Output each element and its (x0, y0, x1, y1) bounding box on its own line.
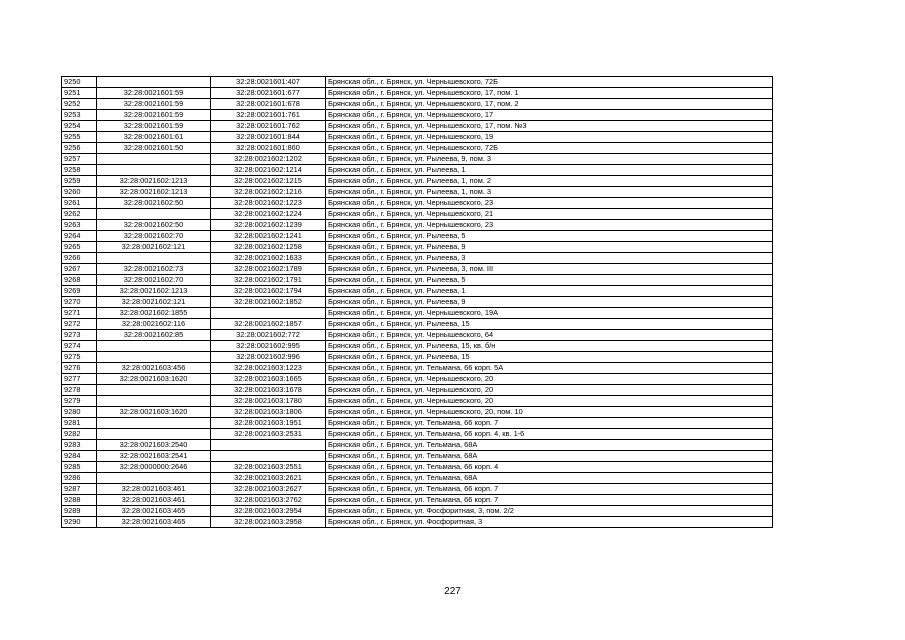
table-row (62, 352, 773, 363)
row-number-cell: 9279 (62, 396, 97, 407)
parent-cadastral-number-cell: 32:28:0021603:461 (97, 484, 211, 495)
table-row (62, 165, 773, 176)
address-cell: Брянская обл., г. Брянск, ул. Чернышевского, 64 (326, 330, 773, 341)
parent-cadastral-number-cell (97, 418, 211, 429)
cadastral-number-cell: 32:28:0021602:1239 (211, 220, 326, 231)
row-number-cell: 9272 (62, 319, 97, 330)
row-number-cell: 9265 (62, 242, 97, 253)
cadastral-number-cell: 32:28:0021603:2954 (211, 506, 326, 517)
parent-cadastral-number-cell: 32:28:0021603:465 (97, 517, 211, 528)
row-number-cell: 9261 (62, 198, 97, 209)
address-cell: Брянская обл., г. Брянск, ул. Чернышевского, 23 (326, 220, 773, 231)
address-cell: Брянская обл., г. Брянск, ул. Чернышевского, 21 (326, 209, 773, 220)
row-number-cell: 9285 (62, 462, 97, 473)
table-row (62, 286, 773, 297)
address-cell: Брянская обл., г. Брянск, ул. Чернышевского, 17 (326, 110, 773, 121)
table-row (62, 154, 773, 165)
table-row (62, 429, 773, 440)
parent-cadastral-number-cell: 32:28:0021602:70 (97, 231, 211, 242)
cadastral-number-cell (211, 440, 326, 451)
parent-cadastral-number-cell: 32:28:0021602:121 (97, 297, 211, 308)
parent-cadastral-number-cell (97, 165, 211, 176)
table-row (62, 275, 773, 286)
address-cell: Брянская обл., г. Брянск, ул. Тельмана, 66 корп. 5А (326, 363, 773, 374)
table-row (62, 253, 773, 264)
address-cell: Брянская обл., г. Брянск, ул. Чернышевского, 17, пом. №3 (326, 121, 773, 132)
table-row (62, 341, 773, 352)
row-number-cell: 9252 (62, 99, 97, 110)
parent-cadastral-number-cell: 32:28:0021602:50 (97, 220, 211, 231)
table-row (62, 407, 773, 418)
parent-cadastral-number-cell (97, 209, 211, 220)
row-number-cell: 9283 (62, 440, 97, 451)
table-row (62, 418, 773, 429)
address-cell: Брянская обл., г. Брянск, ул. Тельмана, 66 корп. 7 (326, 495, 773, 506)
row-number-cell: 9266 (62, 253, 97, 264)
row-number-cell: 9262 (62, 209, 97, 220)
cadastral-number-cell: 32:28:0021603:1665 (211, 374, 326, 385)
table-row (62, 330, 773, 341)
parent-cadastral-number-cell: 32:28:0021602:1213 (97, 176, 211, 187)
table-row (62, 132, 773, 143)
row-number-cell: 9255 (62, 132, 97, 143)
address-cell: Брянская обл., г. Брянск, ул. Чернышевского, 72Б (326, 143, 773, 154)
row-number-cell: 9277 (62, 374, 97, 385)
parent-cadastral-number-cell: 32:28:0021602:1213 (97, 187, 211, 198)
table-row (62, 495, 773, 506)
table-row (62, 517, 773, 528)
address-cell: Брянская обл., г. Брянск, ул. Чернышевского, 72Б (326, 77, 773, 88)
table-row (62, 308, 773, 319)
row-number-cell: 9289 (62, 506, 97, 517)
row-number-cell: 9281 (62, 418, 97, 429)
row-number-cell: 9278 (62, 385, 97, 396)
address-cell: Брянская обл., г. Брянск, ул. Чернышевского, 23 (326, 198, 773, 209)
address-cell: Брянская обл., г. Брянск, ул. Чернышевского, 17, пом. 2 (326, 99, 773, 110)
cadastral-number-cell: 32:28:0021602:1258 (211, 242, 326, 253)
table-row (62, 242, 773, 253)
row-number-cell: 9251 (62, 88, 97, 99)
parent-cadastral-number-cell: 32:28:0021603:2540 (97, 440, 211, 451)
table-row (62, 231, 773, 242)
cadastral-number-cell: 32:28:0021603:2621 (211, 473, 326, 484)
address-cell: Брянская обл., г. Брянск, ул. Рылеева, 1, пом. 3 (326, 187, 773, 198)
parent-cadastral-number-cell: 32:28:0021602:70 (97, 275, 211, 286)
table-row (62, 484, 773, 495)
table-row (62, 143, 773, 154)
row-number-cell: 9275 (62, 352, 97, 363)
parent-cadastral-number-cell: 32:28:0021602:73 (97, 264, 211, 275)
cadastral-number-cell: 32:28:0021601:762 (211, 121, 326, 132)
cadastral-number-cell: 32:28:0021603:2531 (211, 429, 326, 440)
cadastral-number-cell: 32:28:0021602:1224 (211, 209, 326, 220)
cadastral-number-cell: 32:28:0021601:678 (211, 99, 326, 110)
parent-cadastral-number-cell (97, 341, 211, 352)
cadastral-number-cell: 32:28:0021603:1678 (211, 385, 326, 396)
address-cell: Брянская обл., г. Брянск, ул. Тельмана, 66 корп. 4 (326, 462, 773, 473)
page-number: 227 (444, 586, 461, 597)
address-cell: Брянская обл., г. Брянск, ул. Чернышевского, 20 (326, 396, 773, 407)
row-number-cell: 9264 (62, 231, 97, 242)
row-number-cell: 9258 (62, 165, 97, 176)
row-number-cell: 9254 (62, 121, 97, 132)
address-cell: Брянская обл., г. Брянск, ул. Чернышевского, 20, пом. 10 (326, 407, 773, 418)
parent-cadastral-number-cell: 32:28:0021603:461 (97, 495, 211, 506)
table-row (62, 110, 773, 121)
address-cell: Брянская обл., г. Брянск, ул. Тельмана, 66 корп. 7 (326, 484, 773, 495)
cadastral-number-cell: 32:28:0021602:1202 (211, 154, 326, 165)
cadastral-table (61, 76, 773, 528)
table-row (62, 77, 773, 88)
cadastral-number-cell (211, 308, 326, 319)
row-number-cell: 9259 (62, 176, 97, 187)
cadastral-number-cell: 32:28:0021603:1780 (211, 396, 326, 407)
parent-cadastral-number-cell (97, 385, 211, 396)
table-row (62, 385, 773, 396)
address-cell: Брянская обл., г. Брянск, ул. Тельмана, 68А (326, 473, 773, 484)
cadastral-number-cell: 32:28:0021602:1223 (211, 198, 326, 209)
table-row (62, 451, 773, 462)
cadastral-number-cell: 32:28:0021602:1215 (211, 176, 326, 187)
cadastral-number-cell: 32:28:0021602:1791 (211, 275, 326, 286)
address-cell: Брянская обл., г. Брянск, ул. Рылеева, 3, пом. III (326, 264, 773, 275)
table-row (62, 264, 773, 275)
table-row (62, 440, 773, 451)
address-cell: Брянская обл., г. Брянск, ул. Тельмана, 66 корп. 4, кв. 1-6 (326, 429, 773, 440)
cadastral-number-cell (211, 451, 326, 462)
table-row (62, 462, 773, 473)
parent-cadastral-number-cell (97, 396, 211, 407)
table-row (62, 187, 773, 198)
row-number-cell: 9271 (62, 308, 97, 319)
address-cell: Брянская обл., г. Брянск, ул. Фосфоритная, 3, пом. 2/2 (326, 506, 773, 517)
parent-cadastral-number-cell: 32:28:0021602:1213 (97, 286, 211, 297)
cadastral-number-cell: 32:28:0021601:407 (211, 77, 326, 88)
table-row (62, 297, 773, 308)
row-number-cell: 9287 (62, 484, 97, 495)
address-cell: Брянская обл., г. Брянск, ул. Рылеева, 1, пом. 2 (326, 176, 773, 187)
cadastral-number-cell: 32:28:0021603:1223 (211, 363, 326, 374)
parent-cadastral-number-cell: 32:28:0021601:50 (97, 143, 211, 154)
row-number-cell: 9282 (62, 429, 97, 440)
parent-cadastral-number-cell (97, 154, 211, 165)
cadastral-number-cell: 32:28:0021603:2551 (211, 462, 326, 473)
table-row (62, 209, 773, 220)
parent-cadastral-number-cell (97, 473, 211, 484)
table-row (62, 506, 773, 517)
parent-cadastral-number-cell: 32:28:0021603:465 (97, 506, 211, 517)
table-row (62, 121, 773, 132)
address-cell: Брянская обл., г. Брянск, ул. Чернышевского, 20 (326, 374, 773, 385)
table-row (62, 319, 773, 330)
cadastral-number-cell: 32:28:0021601:761 (211, 110, 326, 121)
row-number-cell: 9257 (62, 154, 97, 165)
table-row (62, 99, 773, 110)
row-number-cell: 9284 (62, 451, 97, 462)
cadastral-number-cell: 32:28:0021602:1794 (211, 286, 326, 297)
table-row (62, 220, 773, 231)
address-cell: Брянская обл., г. Брянск, ул. Фосфоритная, 3 (326, 517, 773, 528)
row-number-cell: 9269 (62, 286, 97, 297)
address-cell: Брянская обл., г. Брянск, ул. Тельмана, 68А (326, 451, 773, 462)
table-row (62, 473, 773, 484)
cadastral-number-cell: 32:28:0021602:1241 (211, 231, 326, 242)
cadastral-table-body (62, 77, 773, 528)
cadastral-number-cell: 32:28:0021602:1789 (211, 264, 326, 275)
row-number-cell: 9250 (62, 77, 97, 88)
address-cell: Брянская обл., г. Брянск, ул. Рылеева, 5 (326, 275, 773, 286)
address-cell: Брянская обл., г. Брянск, ул. Рылеева, 9, пом. 3 (326, 154, 773, 165)
cadastral-number-cell: 32:28:0021601:860 (211, 143, 326, 154)
row-number-cell: 9273 (62, 330, 97, 341)
parent-cadastral-number-cell: 32:28:0021602:121 (97, 242, 211, 253)
row-number-cell: 9276 (62, 363, 97, 374)
cadastral-number-cell: 32:28:0021602:995 (211, 341, 326, 352)
cadastral-number-cell: 32:28:0021603:2627 (211, 484, 326, 495)
cadastral-number-cell: 32:28:0021603:2762 (211, 495, 326, 506)
address-cell: Брянская обл., г. Брянск, ул. Рылеева, 9 (326, 297, 773, 308)
address-cell: Брянская обл., г. Брянск, ул. Рылеева, 9 (326, 242, 773, 253)
parent-cadastral-number-cell (97, 253, 211, 264)
row-number-cell: 9256 (62, 143, 97, 154)
parent-cadastral-number-cell: 32:28:0021603:1620 (97, 407, 211, 418)
cadastral-number-cell: 32:28:0021602:1852 (211, 297, 326, 308)
row-number-cell: 9253 (62, 110, 97, 121)
address-cell: Брянская обл., г. Брянск, ул. Рылеева, 5 (326, 231, 773, 242)
row-number-cell: 9290 (62, 517, 97, 528)
parent-cadastral-number-cell: 32:28:0021602:1855 (97, 308, 211, 319)
address-cell: Брянская обл., г. Брянск, ул. Чернышевского, 19А (326, 308, 773, 319)
parent-cadastral-number-cell: 32:28:0000000:2646 (97, 462, 211, 473)
address-cell: Брянская обл., г. Брянск, ул. Тельмана, 68А (326, 440, 773, 451)
row-number-cell: 9267 (62, 264, 97, 275)
parent-cadastral-number-cell: 32:28:0021601:59 (97, 110, 211, 121)
cadastral-number-cell: 32:28:0021602:1214 (211, 165, 326, 176)
row-number-cell: 9263 (62, 220, 97, 231)
parent-cadastral-number-cell: 32:28:0021603:1620 (97, 374, 211, 385)
table-row (62, 88, 773, 99)
parent-cadastral-number-cell (97, 77, 211, 88)
parent-cadastral-number-cell: 32:28:0021601:59 (97, 121, 211, 132)
row-number-cell: 9288 (62, 495, 97, 506)
parent-cadastral-number-cell (97, 429, 211, 440)
row-number-cell: 9274 (62, 341, 97, 352)
address-cell: Брянская обл., г. Брянск, ул. Чернышевского, 19 (326, 132, 773, 143)
parent-cadastral-number-cell: 32:28:0021602:50 (97, 198, 211, 209)
address-cell: Брянская обл., г. Брянск, ул. Чернышевского, 20 (326, 385, 773, 396)
parent-cadastral-number-cell: 32:28:0021603:2541 (97, 451, 211, 462)
table-row (62, 176, 773, 187)
address-cell: Брянская обл., г. Брянск, ул. Рылеева, 15, кв. б/н (326, 341, 773, 352)
parent-cadastral-number-cell: 32:28:0021603:456 (97, 363, 211, 374)
table-row (62, 198, 773, 209)
table-row (62, 363, 773, 374)
row-number-cell: 9286 (62, 473, 97, 484)
cadastral-number-cell: 32:28:0021601:844 (211, 132, 326, 143)
cadastral-number-cell: 32:28:0021603:1806 (211, 407, 326, 418)
cadastral-number-cell: 32:28:0021602:772 (211, 330, 326, 341)
parent-cadastral-number-cell: 32:28:0021601:59 (97, 99, 211, 110)
address-cell: Брянская обл., г. Брянск, ул. Рылеева, 15 (326, 319, 773, 330)
parent-cadastral-number-cell: 32:28:0021602:85 (97, 330, 211, 341)
cadastral-number-cell: 32:28:0021602:1216 (211, 187, 326, 198)
parent-cadastral-number-cell: 32:28:0021601:61 (97, 132, 211, 143)
row-number-cell: 9280 (62, 407, 97, 418)
parent-cadastral-number-cell (97, 352, 211, 363)
row-number-cell: 9268 (62, 275, 97, 286)
address-cell: Брянская обл., г. Брянск, ул. Тельмана, 66 корп. 7 (326, 418, 773, 429)
cadastral-number-cell: 32:28:0021601:677 (211, 88, 326, 99)
address-cell: Брянская обл., г. Брянск, ул. Рылеева, 15 (326, 352, 773, 363)
row-number-cell: 9270 (62, 297, 97, 308)
address-cell: Брянская обл., г. Брянск, ул. Чернышевского, 17, пом. 1 (326, 88, 773, 99)
address-cell: Брянская обл., г. Брянск, ул. Рылеева, 1 (326, 165, 773, 176)
parent-cadastral-number-cell: 32:28:0021602:116 (97, 319, 211, 330)
cadastral-number-cell: 32:28:0021602:1857 (211, 319, 326, 330)
address-cell: Брянская обл., г. Брянск, ул. Рылеева, 1 (326, 286, 773, 297)
address-cell: Брянская обл., г. Брянск, ул. Рылеева, 3 (326, 253, 773, 264)
cadastral-number-cell: 32:28:0021603:2958 (211, 517, 326, 528)
parent-cadastral-number-cell: 32:28:0021601:59 (97, 88, 211, 99)
table-row (62, 374, 773, 385)
cadastral-number-cell: 32:28:0021603:1951 (211, 418, 326, 429)
cadastral-number-cell: 32:28:0021602:996 (211, 352, 326, 363)
cadastral-number-cell: 32:28:0021602:1633 (211, 253, 326, 264)
row-number-cell: 9260 (62, 187, 97, 198)
table-row (62, 396, 773, 407)
